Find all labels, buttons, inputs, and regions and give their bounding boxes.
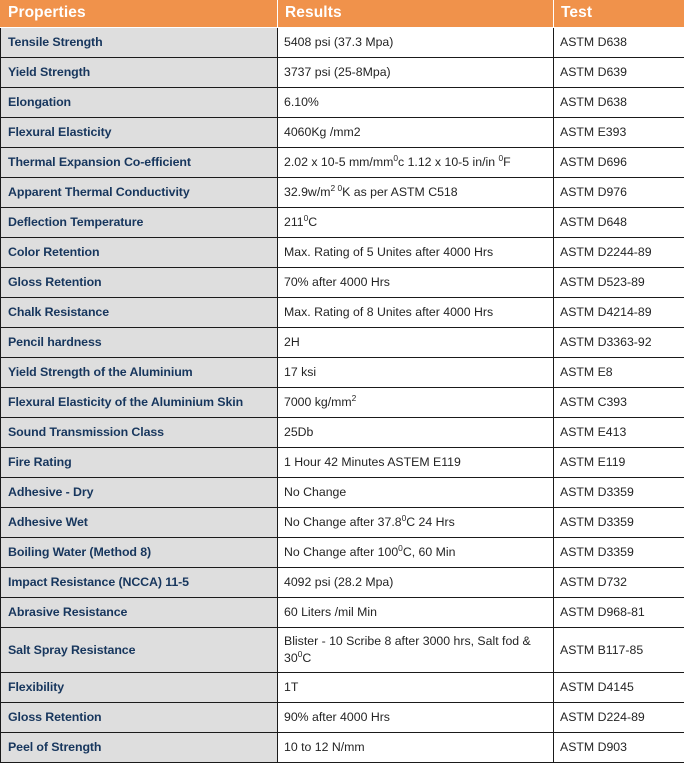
cell-result: 4092 psi (28.2 Mpa) — [278, 568, 554, 598]
cell-property: Flexural Elasticity of the Aluminium Skin — [1, 388, 278, 418]
table-row — [1, 208, 684, 238]
cell-test: ASTM D648 — [554, 208, 684, 238]
cell-result: No Change — [278, 478, 554, 508]
table-body — [1, 28, 684, 763]
table-row — [1, 508, 684, 538]
cell-result: 1T — [278, 673, 554, 703]
column-header-test: Test — [554, 1, 684, 28]
cell-property: Deflection Temperature — [1, 208, 278, 238]
column-header-results: Results — [278, 1, 554, 28]
table-row — [1, 298, 684, 328]
cell-test: ASTM E413 — [554, 418, 684, 448]
table-row — [1, 268, 684, 298]
table-row — [1, 148, 684, 178]
cell-test: ASTM C393 — [554, 388, 684, 418]
cell-test: ASTM D976 — [554, 178, 684, 208]
cell-property: Adhesive Wet — [1, 508, 278, 538]
table-row — [1, 703, 684, 733]
cell-test: ASTM D2244-89 — [554, 238, 684, 268]
table-row — [1, 448, 684, 478]
table-header-row — [1, 1, 684, 28]
cell-result: 10 to 12 N/mm — [278, 733, 554, 763]
cell-test: ASTM D523-89 — [554, 268, 684, 298]
cell-test: ASTM D903 — [554, 733, 684, 763]
table-row — [1, 328, 684, 358]
cell-result: Max. Rating of 5 Unites after 4000 Hrs — [278, 238, 554, 268]
table-row — [1, 118, 684, 148]
cell-result: 4060Kg /mm2 — [278, 118, 554, 148]
cell-result: 25Db — [278, 418, 554, 448]
cell-test: ASTM B117-85 — [554, 628, 684, 673]
table-row — [1, 568, 684, 598]
cell-result: No Change after $100^0C$, 60 Min — [278, 538, 554, 568]
table-header — [1, 1, 684, 28]
table-row — [1, 598, 684, 628]
cell-result: 60 Liters /mil Min — [278, 598, 554, 628]
cell-property: Yield Strength of the Aluminium — [1, 358, 278, 388]
cell-property: Chalk Resistance — [1, 298, 278, 328]
cell-result: 2H — [278, 328, 554, 358]
table-row — [1, 538, 684, 568]
cell-result: $32.9w/m^{2 0}K$ as per ASTM C518 — [278, 178, 554, 208]
cell-result: Max. Rating of 8 Unites after 4000 Hrs — [278, 298, 554, 328]
cell-result: $211^0C$ — [278, 208, 554, 238]
table-row — [1, 58, 684, 88]
cell-result: 5408 psi (37.3 Mpa) — [278, 28, 554, 58]
cell-test: ASTM D224-89 — [554, 703, 684, 733]
cell-test: ASTM D3359 — [554, 538, 684, 568]
cell-property: Sound Transmission Class — [1, 418, 278, 448]
table-row — [1, 358, 684, 388]
cell-property: Tensile Strength — [1, 28, 278, 58]
table-row — [1, 478, 684, 508]
cell-result: 17 ksi — [278, 358, 554, 388]
cell-test: ASTM D968-81 — [554, 598, 684, 628]
cell-property: Salt Spray Resistance — [1, 628, 278, 673]
table-row — [1, 238, 684, 268]
cell-property: Abrasive Resistance — [1, 598, 278, 628]
cell-result: 7000 $kg/mm^2$ — [278, 388, 554, 418]
table-row — [1, 28, 684, 58]
cell-test: ASTM D638 — [554, 28, 684, 58]
cell-test: ASTM D732 — [554, 568, 684, 598]
cell-property: Gloss Retention — [1, 268, 278, 298]
cell-property: Flexibility — [1, 673, 278, 703]
cell-property: Flexural Elasticity — [1, 118, 278, 148]
cell-test: ASTM D696 — [554, 148, 684, 178]
cell-property: Apparent Thermal Conductivity — [1, 178, 278, 208]
cell-property: Boiling Water (Method 8) — [1, 538, 278, 568]
table-row — [1, 178, 684, 208]
cell-result: 3737 psi (25-8Mpa) — [278, 58, 554, 88]
cell-result: 90% after 4000 Hrs — [278, 703, 554, 733]
cell-result: 2.02 x 10-5 $mm/mm^0c$ 1.12 x 10-5 in/in $^0$F — [278, 148, 554, 178]
cell-result: Blister - 10 Scribe 8 after 3000 hrs, Salt fod & $30^0C$ — [278, 628, 554, 673]
cell-property: Impact Resistance (NCCA) 11-5 — [1, 568, 278, 598]
cell-result: No Change after 37.8$^0$C 24 Hrs — [278, 508, 554, 538]
cell-result: 1 Hour 42 Minutes ASTEM E119 — [278, 448, 554, 478]
cell-property: Elongation — [1, 88, 278, 118]
cell-result: 6.10% — [278, 88, 554, 118]
cell-test: ASTM D3359 — [554, 478, 684, 508]
cell-test: ASTM E119 — [554, 448, 684, 478]
cell-test: ASTM D3359 — [554, 508, 684, 538]
cell-result: 70% after 4000 Hrs — [278, 268, 554, 298]
cell-property: Gloss Retention — [1, 703, 278, 733]
column-header-properties: Properties — [1, 1, 278, 28]
cell-property: Fire Rating — [1, 448, 278, 478]
cell-property: Thermal Expansion Co-efficient — [1, 148, 278, 178]
cell-test: ASTM D639 — [554, 58, 684, 88]
cell-test: ASTM D4214-89 — [554, 298, 684, 328]
cell-property: Color Retention — [1, 238, 278, 268]
table-row — [1, 88, 684, 118]
cell-test: ASTM D3363-92 — [554, 328, 684, 358]
cell-property: Yield Strength — [1, 58, 278, 88]
cell-test: ASTM D4145 — [554, 673, 684, 703]
table-row — [1, 733, 684, 763]
cell-test: ASTM D638 — [554, 88, 684, 118]
cell-test: ASTM E8 — [554, 358, 684, 388]
cell-test: ASTM E393 — [554, 118, 684, 148]
table-row — [1, 388, 684, 418]
table-row — [1, 673, 684, 703]
cell-property: Pencil hardness — [1, 328, 278, 358]
cell-property: Peel of Strength — [1, 733, 278, 763]
table-row — [1, 628, 684, 673]
table-row — [1, 418, 684, 448]
cell-property: Adhesive - Dry — [1, 478, 278, 508]
